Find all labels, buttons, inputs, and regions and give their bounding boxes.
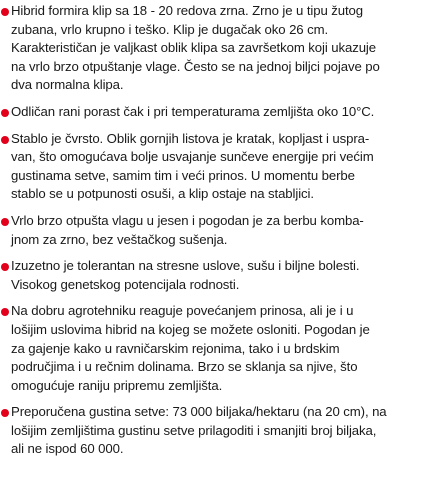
red-circle-bullet-icon (1, 136, 9, 144)
red-circle-bullet-icon (1, 109, 9, 117)
list-item-text: Vrlo brzo otpušta vlagu u jesen i pogodan je za berbu komba- jnom za zrno, bez veštačkog sušenja. (11, 212, 364, 247)
list-item-text: Na dobru agrotehniku reaguje povećanjem prinosa, ali je i u lošijim uslovima hibrid na kojeg se možete osloniti. Pogodan je za gajenje kako u ravničarskim rejonima, tako i u brdskim područjima i u rečnim dolinama. Brzo se sklanja sa njive, što omogućuje raniju pripremu zemljišta. (11, 303, 370, 393)
red-circle-bullet-icon (1, 263, 9, 271)
list-item-text: Preporučena gustina setve: 73 000 biljaka/hektaru (na 20 cm), na lošijim zemljištima gustinu setve prilagoditi i smanjiti broj biljaka, ali ne ispod 60 000. (11, 404, 387, 457)
list-item-text: Izuzetno je tolerantan na stresne uslove, sušu i biljne bolesti. Visokog genetskog potencijala rodnosti. (11, 258, 360, 292)
list-item-text: Hibrid formira klip sa 18 - 20 redova zrna. Zrno je u tipu žutog zubana, vrlo krupno i teško. Klip je dugačak oko 26 cm. Karakterističan je valjkast oblik klipa sa završetkom koji ukazuje na vrlo brzo otpuštanje vlage. Često se na jednoj biljci pojave po dva normalna klipa. (11, 3, 380, 93)
list-item (0, 130, 423, 204)
list-item (0, 257, 423, 294)
list-item (0, 302, 423, 395)
red-circle-bullet-icon (1, 8, 9, 16)
list-item (0, 403, 423, 459)
document-body (0, 2, 423, 467)
list-item (0, 103, 423, 122)
red-circle-bullet-icon (1, 218, 9, 226)
red-circle-bullet-icon (1, 409, 9, 417)
list-item-text: Stablo je čvrsto. Oblik gornjih listova je kratak, kopljast i uspra- van, što omogućava bolje usvajanje sunčeve energije pri većim gustinama setve, samim tim i veći prinos. U momentu berbe stablo se u potpunosti osuši, a klip ostaje na stabljici. (11, 130, 374, 202)
list-item (0, 212, 423, 249)
red-circle-bullet-icon (1, 308, 9, 316)
list-item-text: Odličan rani porast čak i pri temperaturama zemljišta oko 10°C. (11, 103, 375, 119)
list-item (0, 2, 423, 95)
